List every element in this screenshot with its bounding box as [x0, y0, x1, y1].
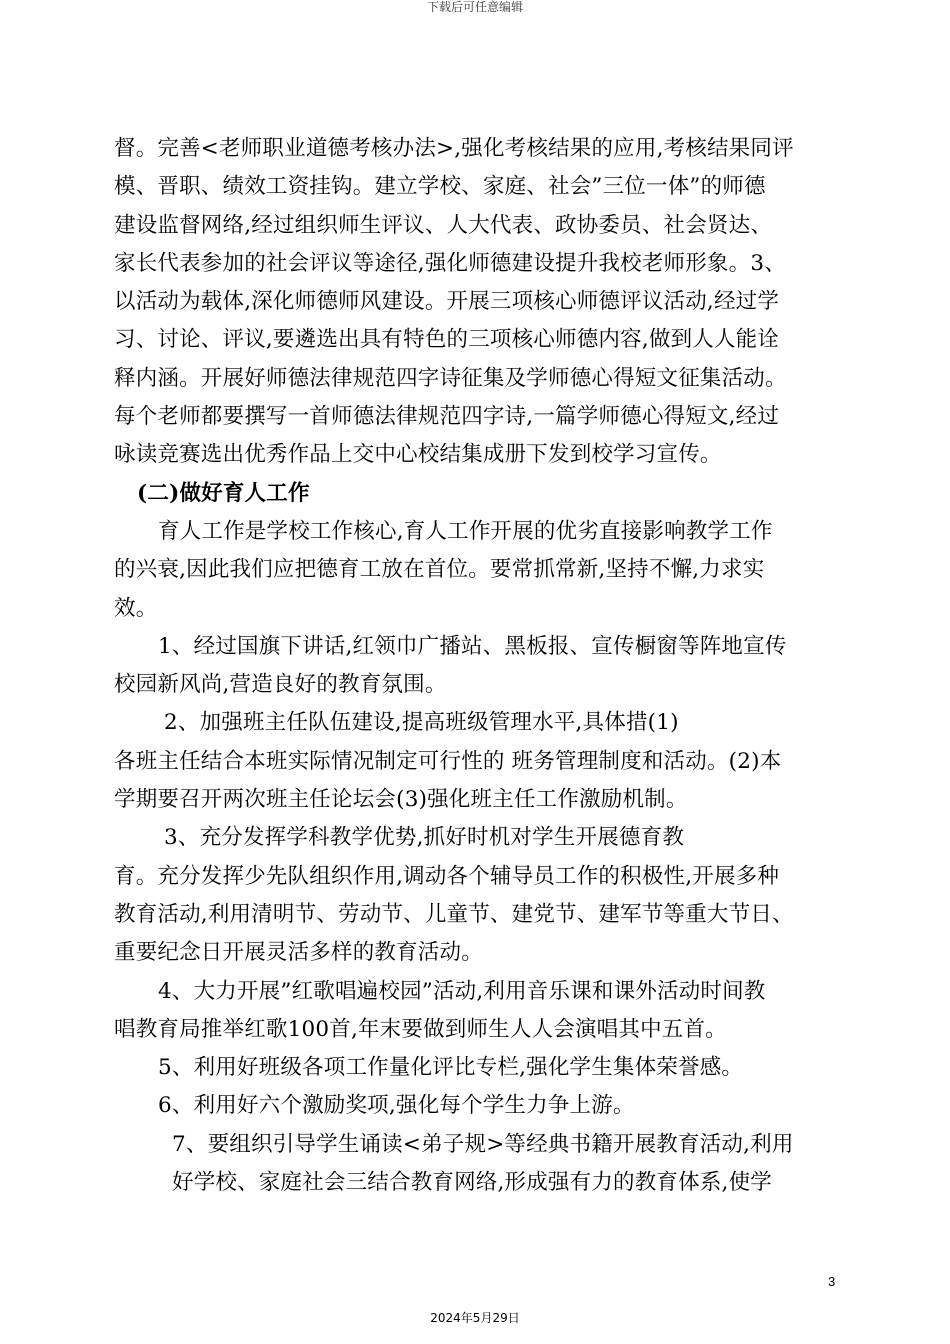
body-line: 唱教育局推举红歌100首,年末要做到师生人人会演唱其中五首。: [114, 1016, 727, 1042]
body-line: 每个老师都要撰写一首师德法律规范四字诗,一篇学师德心得短文,经过: [114, 404, 780, 430]
list-item-1: 1、经过国旗下讲话,红领巾广播站、黑板报、宣传橱窗等阵地宣传: [158, 633, 787, 659]
body-line: 各班主任结合本班实际情况制定可行性的 班务管理制度和活动。(2)本: [114, 748, 782, 774]
body-line: 督。完善<老师职业道德考核办法>,强化考核结果的应用,考核结果同评: [114, 136, 794, 161]
body-line: 效。: [114, 595, 158, 621]
body-line: 教育活动,利用清明节、劳动节、儿童节、建党节、建军节等重大节日、: [114, 901, 794, 927]
page-header: 下载后可任意编辑: [426, 0, 523, 14]
body-line: 的兴衰,因此我们应把德育工放在首位。要常抓常新,坚持不懈,力求实: [114, 557, 765, 583]
page-number: 3: [828, 1274, 836, 1289]
body-line: 习、讨论、评议,要遴选出具有特色的三项核心师德内容,做到人人能诠: [114, 327, 780, 353]
list-item-7: 7、要组织引导学生诵读<弟子规>等经典书籍开展教育活动,利用: [172, 1131, 794, 1157]
body-line: 好学校、家庭社会三结合教育网络,形成强有力的教育体系,使学: [172, 1170, 772, 1196]
body-line: 咏读竞赛选出优秀作品上交中心校结集成册下发到校学习宣传。: [114, 442, 722, 468]
list-item-5: 5、利用好班级各项工作量化评比专栏,强化学生集体荣誉感。: [158, 1055, 744, 1081]
body-line: 育。充分发挥少先队组织作用,调动各个辅导员工作的积极性,开展多种: [114, 863, 780, 889]
list-item-2: 2、加强班主任队伍建设,提高班级管理水平,具体措(1): [164, 710, 679, 736]
body-line: 家长代表参加的社会评议等途径,强化师德建设提升我校老师形象。3、: [114, 250, 786, 276]
body-line: 重要纪念日开展灵活多样的教育活动。: [114, 940, 483, 966]
body-line: 学期要召开两次班主任论坛会(3)强化班主任工作激励机制。: [114, 787, 688, 813]
page-footer-date: 2024年5月29日: [430, 1311, 520, 1325]
body-line: 模、晋职、绩效工资挂钩。建立学校、家庭、社会”三位一体”的师德: [114, 174, 766, 200]
section-heading: (二)做好育人工作: [137, 480, 310, 506]
list-item-3: 3、充分发挥学科教学优势,抓好时机对学生开展德育教: [164, 825, 685, 851]
document-body: [114, 130, 844, 1202]
body-line: 建设监督网络,经过组织师生评议、人大代表、政协委员、社会贤达、: [114, 212, 773, 238]
body-line: 育人工作是学校工作核心,育人工作开展的优劣直接影响教学工作: [158, 518, 773, 544]
body-line: 以活动为载体,深化师德师风建设。开展三项核心师德评议活动,经过学: [114, 289, 780, 315]
list-item-4: 4、大力开展”红歌唱遍校园”活动,利用音乐课和课外活动时间教: [158, 978, 766, 1004]
body-line: 释内涵。开展好师德法律规范四字诗征集及学师德心得短文征集活动。: [114, 365, 787, 391]
list-item-6: 6、利用好六个激励奖项,强化每个学生力争上游。: [158, 1093, 635, 1119]
body-line: 校园新风尚,营造良好的教育氛围。: [114, 672, 447, 698]
